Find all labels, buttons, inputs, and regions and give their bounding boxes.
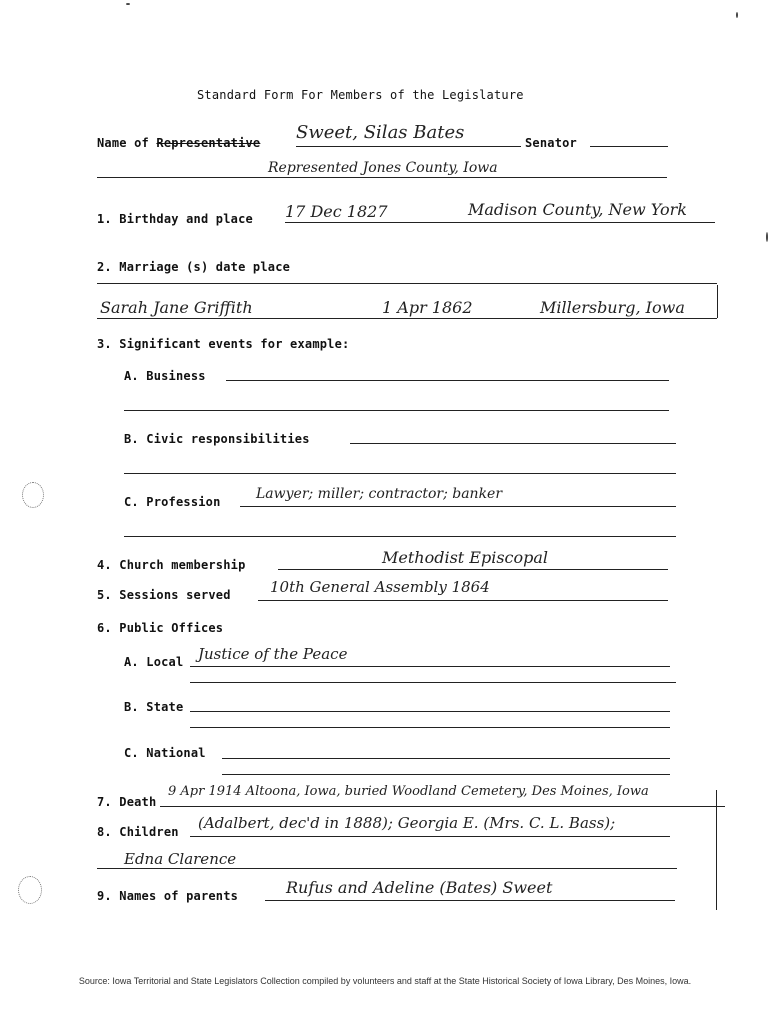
marriage-date: 1 Apr 1862 — [382, 298, 473, 317]
sessions-value: 10th General Assembly 1864 — [270, 578, 490, 596]
death-label: 7. Death — [97, 795, 157, 809]
profession-line-1 — [240, 506, 676, 507]
children-line-1 — [190, 836, 670, 837]
birthday-line — [285, 222, 715, 223]
marriage-place: Millersburg, Iowa — [540, 298, 685, 317]
parents-line — [265, 900, 675, 901]
name-line-2 — [97, 177, 667, 178]
birth-date: 17 Dec 1827 — [285, 202, 388, 221]
church-value: Methodist Episcopal — [382, 548, 549, 567]
state-label: B. State — [124, 700, 184, 714]
national-line-2 — [222, 774, 670, 775]
state-line-1 — [190, 711, 670, 712]
marriage-line-2 — [97, 318, 717, 319]
punch-hole-upper — [22, 482, 44, 508]
right-margin-line-bottom — [716, 790, 717, 910]
significant-events-label: 3. Significant events for example: — [97, 337, 350, 351]
senator-line — [590, 146, 668, 147]
represented-county: Represented Jones County, Iowa — [268, 160, 498, 176]
local-office-value: Justice of the Peace — [198, 645, 348, 663]
local-label: A. Local — [124, 655, 184, 669]
sessions-line — [258, 600, 668, 601]
right-margin-line-top — [717, 285, 718, 318]
children-label: 8. Children — [97, 825, 179, 839]
children-value-2: Edna Clarence — [124, 850, 237, 868]
church-label: 4. Church membership — [97, 558, 246, 572]
marriage-line-1 — [97, 283, 717, 284]
name-line — [296, 146, 521, 147]
death-line — [160, 806, 725, 807]
birthday-label: 1. Birthday and place — [97, 212, 253, 226]
profession-line-2 — [124, 536, 676, 537]
form-title: Standard Form For Members of the Legislature — [197, 88, 524, 102]
national-line-1 — [222, 758, 670, 759]
punch-hole-lower — [18, 876, 42, 904]
profession-value: Lawyer; miller; contractor; banker — [256, 486, 503, 502]
scan-speck — [126, 3, 130, 5]
name-label-prefix: Name of — [97, 136, 157, 150]
national-label: C. National — [124, 746, 206, 760]
state-line-2 — [190, 727, 670, 728]
birth-place: Madison County, New York — [468, 200, 687, 219]
civic-label: B. Civic responsibilities — [124, 432, 310, 446]
church-line — [278, 569, 668, 570]
name-label — [97, 136, 260, 150]
business-label: A. Business — [124, 369, 206, 383]
local-line-2 — [190, 682, 676, 683]
death-value: 9 Apr 1914 Altoona, Iowa, buried Woodland Cemetery, Des Moines, Iowa — [168, 784, 649, 799]
source-footer: Source: Iowa Territorial and State Legislators Collection compiled by volunteers and staff at the State Historical Society of Iowa Library, Des Moines, Iowa. — [78, 976, 692, 986]
civic-line-1 — [350, 443, 676, 444]
scan-speck — [766, 232, 768, 242]
marriage-spouse: Sarah Jane Griffith — [100, 298, 253, 317]
local-line-1 — [190, 666, 670, 667]
profession-label: C. Profession — [124, 495, 221, 509]
business-line-2 — [124, 410, 669, 411]
parents-value: Rufus and Adeline (Bates) Sweet — [286, 878, 553, 897]
children-value-1: (Adalbert, dec'd in 1888); Georgia E. (Mrs. C. L. Bass); — [198, 814, 616, 832]
parents-label: 9. Names of parents — [97, 889, 239, 903]
sessions-label: 5. Sessions served — [97, 588, 231, 602]
civic-line-2 — [124, 473, 676, 474]
marriage-label: 2. Marriage (s) date place — [97, 260, 291, 274]
senator-label: Senator — [525, 136, 577, 150]
children-line-2 — [97, 868, 677, 869]
public-offices-label: 6. Public Offices — [97, 621, 224, 635]
representative-name: Sweet, Silas Bates — [296, 122, 465, 143]
representative-label-struck: Representative — [156, 136, 261, 150]
business-line-1 — [226, 380, 669, 381]
scan-speck — [736, 12, 738, 18]
